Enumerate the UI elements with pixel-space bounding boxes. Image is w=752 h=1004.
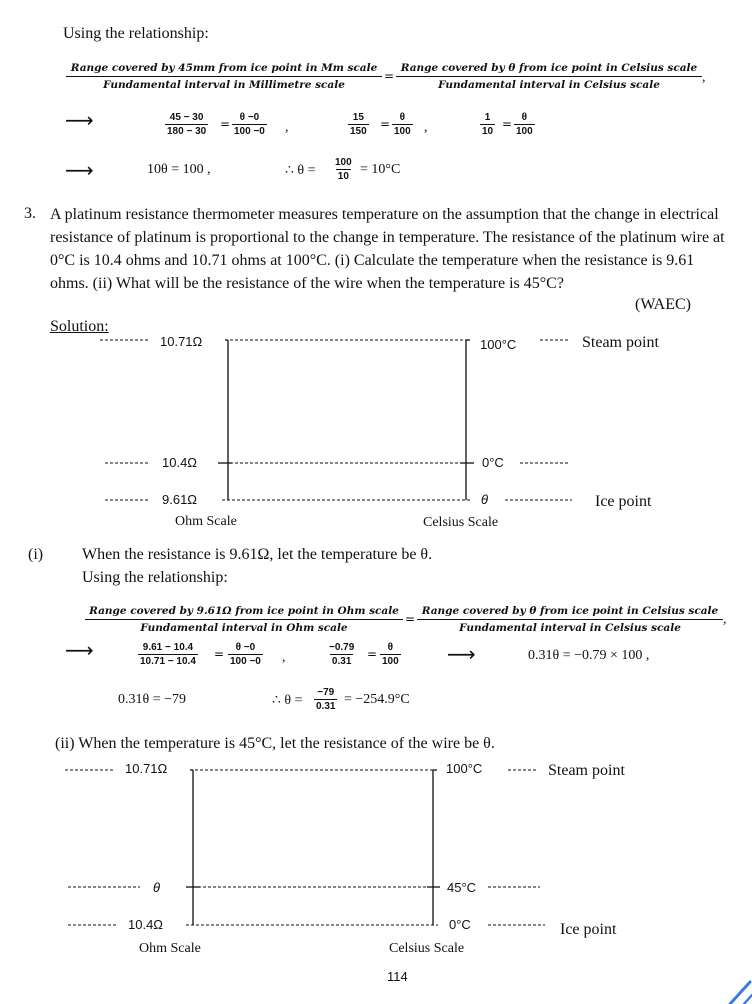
ohm-top-value: 10.71Ω [125, 761, 168, 776]
celsius-top-value: 100°C [446, 761, 483, 776]
fraction [333, 156, 354, 183]
fraction [514, 111, 535, 138]
rhs-numerator: Range covered by θ from ice point in Celsius scale [396, 62, 702, 77]
result: = −254.9°C [344, 692, 410, 707]
ohm-scale-label: Ohm Scale [139, 941, 201, 956]
part-label: (i) [28, 546, 44, 563]
equals-sign: = [367, 647, 378, 661]
celsius-mid-value: 0°C [482, 455, 504, 470]
fraction [380, 641, 401, 668]
celsius-bottom-value: 0°C [449, 917, 471, 932]
celsius-scale-label: Celsius Scale [389, 941, 465, 956]
equation: 10θ = 100 , [147, 162, 211, 177]
relationship-rhs [417, 605, 723, 634]
part-i-relationship-intro: Using the relationship: [82, 569, 228, 586]
denominator: 100 [394, 126, 411, 137]
equals-sign: = [214, 647, 225, 661]
question-text: A platinum resistance thermometer measures temperature on the assumption that the change in electrical resistance of platinum is proportional to the change in temperature. The resistance of the platinum wire at 0°C is 10.4 ohms and 10.71 ohms at 100°C. (i) Calculate the temperature when the resistance is 9.61 ohms. (ii) What will be the resistance of the wire when the temperature is 45°C? [50, 206, 725, 292]
lhs-denominator: Fundamental interval in Ohm scale [140, 622, 348, 634]
denominator: 0.31 [316, 701, 336, 712]
celsius-top-value: 100°C [480, 337, 517, 352]
lhs-denominator: Fundamental interval in Millimetre scale [103, 79, 345, 91]
rhs-denominator: Fundamental interval in Celsius scale [438, 79, 660, 91]
celsius-mid-value: 45°C [447, 880, 477, 895]
numerator: 15 [352, 112, 364, 123]
equals-sign: = [384, 69, 395, 83]
denominator: 10 [482, 126, 494, 137]
denominator: 150 [350, 126, 367, 137]
part-i-statement: When the resistance is 9.61Ω, let the temperature be θ. [82, 546, 433, 563]
ohm-scale-label: Ohm Scale [175, 514, 237, 529]
page-number: 114 [387, 969, 408, 984]
scale-diagram-2 [0, 758, 752, 943]
steam-point-label: Steam point [582, 334, 659, 351]
numerator: 1 [484, 112, 491, 123]
equals-sign: = [380, 117, 391, 131]
implies-arrow-icon: ⟶ [65, 158, 94, 182]
denominator: 0.31 [331, 656, 352, 667]
relationship-lhs [85, 605, 403, 634]
comma: , [702, 70, 706, 85]
result: = 10°C [360, 162, 401, 177]
comma: , [723, 612, 727, 627]
numerator: θ [521, 112, 528, 123]
equation: 0.31θ = −79 [118, 692, 186, 707]
ice-point-label: Ice point [595, 493, 652, 510]
scale-diagram-1 [0, 330, 752, 520]
numerator: θ −0 [235, 642, 256, 653]
fraction [228, 641, 263, 668]
steam-point-label: Steam point [548, 762, 625, 779]
intro-text: Using the relationship: [63, 25, 209, 42]
denominator: 100 [382, 656, 399, 667]
numerator: θ [399, 112, 406, 123]
ohm-bottom-value: 9.61Ω [162, 492, 198, 507]
ohm-bottom-value: 10.4Ω [128, 917, 164, 932]
numerator: θ [387, 642, 394, 653]
ohm-mid-value: 10.4Ω [162, 455, 198, 470]
ice-point-label: Ice point [560, 921, 617, 938]
part-ii-statement: (ii) When the temperature is 45°C, let the resistance of the wire be θ. [55, 735, 495, 752]
fraction [480, 111, 495, 138]
rhs-numerator: Range covered by θ from ice point in Celsius scale [417, 605, 723, 620]
fraction [392, 111, 413, 138]
denominator: 10 [337, 171, 349, 182]
numerator: −79 [317, 687, 335, 698]
celsius-bottom-value: θ [481, 492, 489, 507]
question-source: (WAEC) [635, 296, 691, 313]
therefore-text: ∴ θ = [272, 693, 303, 708]
fraction [314, 686, 337, 713]
equals-sign: = [502, 117, 513, 131]
implies-arrow-icon: ⟶ [65, 108, 94, 132]
fraction [348, 111, 369, 138]
numerator: θ −0 [239, 112, 260, 123]
implies-arrow-icon: ⟶ [447, 642, 476, 666]
lhs-numerator: Range covered by 9.61Ω from ice point in Ohm scale [85, 605, 403, 620]
denominator: 100 [516, 126, 533, 137]
pen-icon[interactable] [722, 974, 752, 1004]
comma: , [285, 120, 289, 135]
celsius-scale-label: Celsius Scale [423, 515, 499, 530]
implies-arrow-icon: ⟶ [65, 638, 94, 662]
denominator: 180 − 30 [167, 126, 207, 137]
fraction [232, 111, 267, 138]
solution-heading: Solution: [50, 318, 109, 335]
denominator: 10.71 − 10.4 [140, 656, 196, 667]
equals-sign: = [220, 117, 231, 131]
comma: , [424, 120, 428, 135]
comma: , [282, 650, 286, 665]
numerator: 45 − 30 [169, 112, 204, 123]
numerator: −0.79 [329, 642, 355, 653]
ohm-mid-value: θ [153, 880, 161, 895]
rhs-denominator: Fundamental interval in Celsius scale [459, 622, 681, 634]
relationship-rhs [396, 62, 702, 91]
equals-sign: = [405, 612, 416, 626]
numerator: 100 [335, 157, 352, 168]
therefore-text: ∴ θ = [285, 163, 316, 178]
equation: 0.31θ = −0.79 × 100 , [528, 648, 650, 663]
numerator: 9.61 − 10.4 [142, 642, 194, 653]
lhs-numerator: Range covered by 45mm from ice point in Mm scale [66, 62, 382, 77]
denominator: 100 −0 [234, 126, 265, 137]
denominator: 100 −0 [230, 656, 261, 667]
ohm-top-value: 10.71Ω [160, 334, 203, 349]
fraction [327, 641, 356, 668]
fraction [138, 641, 198, 668]
relationship-lhs [66, 62, 382, 91]
fraction [165, 111, 208, 138]
question-number: 3. [24, 205, 36, 222]
